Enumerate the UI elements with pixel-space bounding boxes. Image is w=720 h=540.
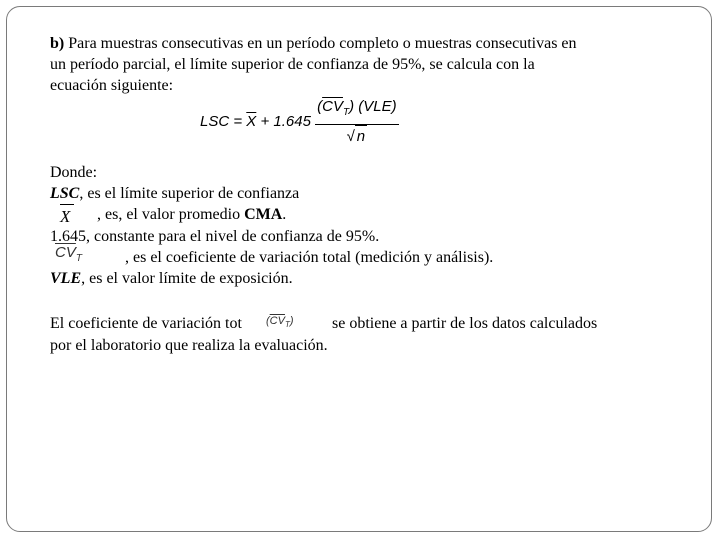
- def-cv-sub: T: [75, 253, 82, 264]
- closing-cv-inline: $(\overline{CV}_T)$: [266, 315, 294, 330]
- formula-den-n: n: [355, 125, 367, 148]
- formula-denominator: √ n: [315, 125, 398, 148]
- def-cv-letters: $\overline{CV}$: [55, 244, 76, 261]
- def-lsc-term: LSC: [50, 185, 80, 202]
- closing-line-1-start: El coeficiente de variación tot: [50, 315, 242, 332]
- formula-fraction: [315, 96, 398, 148]
- closing-cv-sub: T: [284, 320, 290, 330]
- formula-lhs: LSC: [200, 112, 230, 130]
- closing-line-1-end: se obtiene a partir de los datos calculados: [332, 315, 598, 332]
- def-lsc-text: , es el límite superior de confianza: [79, 185, 300, 202]
- donde-label: Donde:: [50, 164, 98, 181]
- formula-equation: [200, 96, 399, 148]
- formula-xbar: $\overline{X}$: [246, 112, 257, 130]
- formula-num-vle: (VLE): [358, 98, 397, 115]
- closing-cv-letters: $\overline{CV}$: [269, 315, 285, 327]
- formula-coef: + 1.645: [256, 112, 316, 130]
- formula-equals: =: [229, 112, 247, 130]
- def-vle-text: , es el valor límite de exposición.: [81, 270, 293, 287]
- def-constant: 1.645, constante para el nivel de confianza de 95%.: [50, 228, 380, 245]
- intro-label: b): [50, 35, 65, 52]
- def-x-symbol: [60, 204, 74, 227]
- def-x-dot: .: [282, 206, 287, 223]
- intro-line-1: [50, 33, 577, 54]
- intro-line-2: un período parcial, el límite superior de confianza de 95%, se calcula con la: [50, 56, 535, 73]
- def-cv: , es el coeficiente de variación total (medición y análisis).: [125, 249, 494, 266]
- intro-text-1: Para muestras consecutivas en un período completo o muestras consecutivas en: [64, 35, 577, 52]
- xbar-letter: X: [60, 207, 71, 226]
- def-lsc: [50, 183, 299, 204]
- def-cv-symbol: [55, 244, 82, 264]
- formula-num-sub: T: [342, 107, 350, 118]
- formula-numerator: $(\overline{CV}_T)$ (VLE): [315, 96, 398, 125]
- def-x-text: , es, el valor promedio: [97, 206, 245, 223]
- closing-line-2: por el laboratorio que realiza la evaluación.: [50, 337, 328, 354]
- xbar-overline: [60, 204, 74, 205]
- intro-line-3: ecuación siguiente:: [50, 77, 174, 94]
- def-x: [97, 204, 286, 225]
- def-vle: [50, 268, 293, 289]
- def-vle-term: VLE: [50, 270, 82, 287]
- formula-num-cv: $\overline{CV}$: [322, 98, 343, 115]
- def-x-cma: CMA: [244, 206, 283, 223]
